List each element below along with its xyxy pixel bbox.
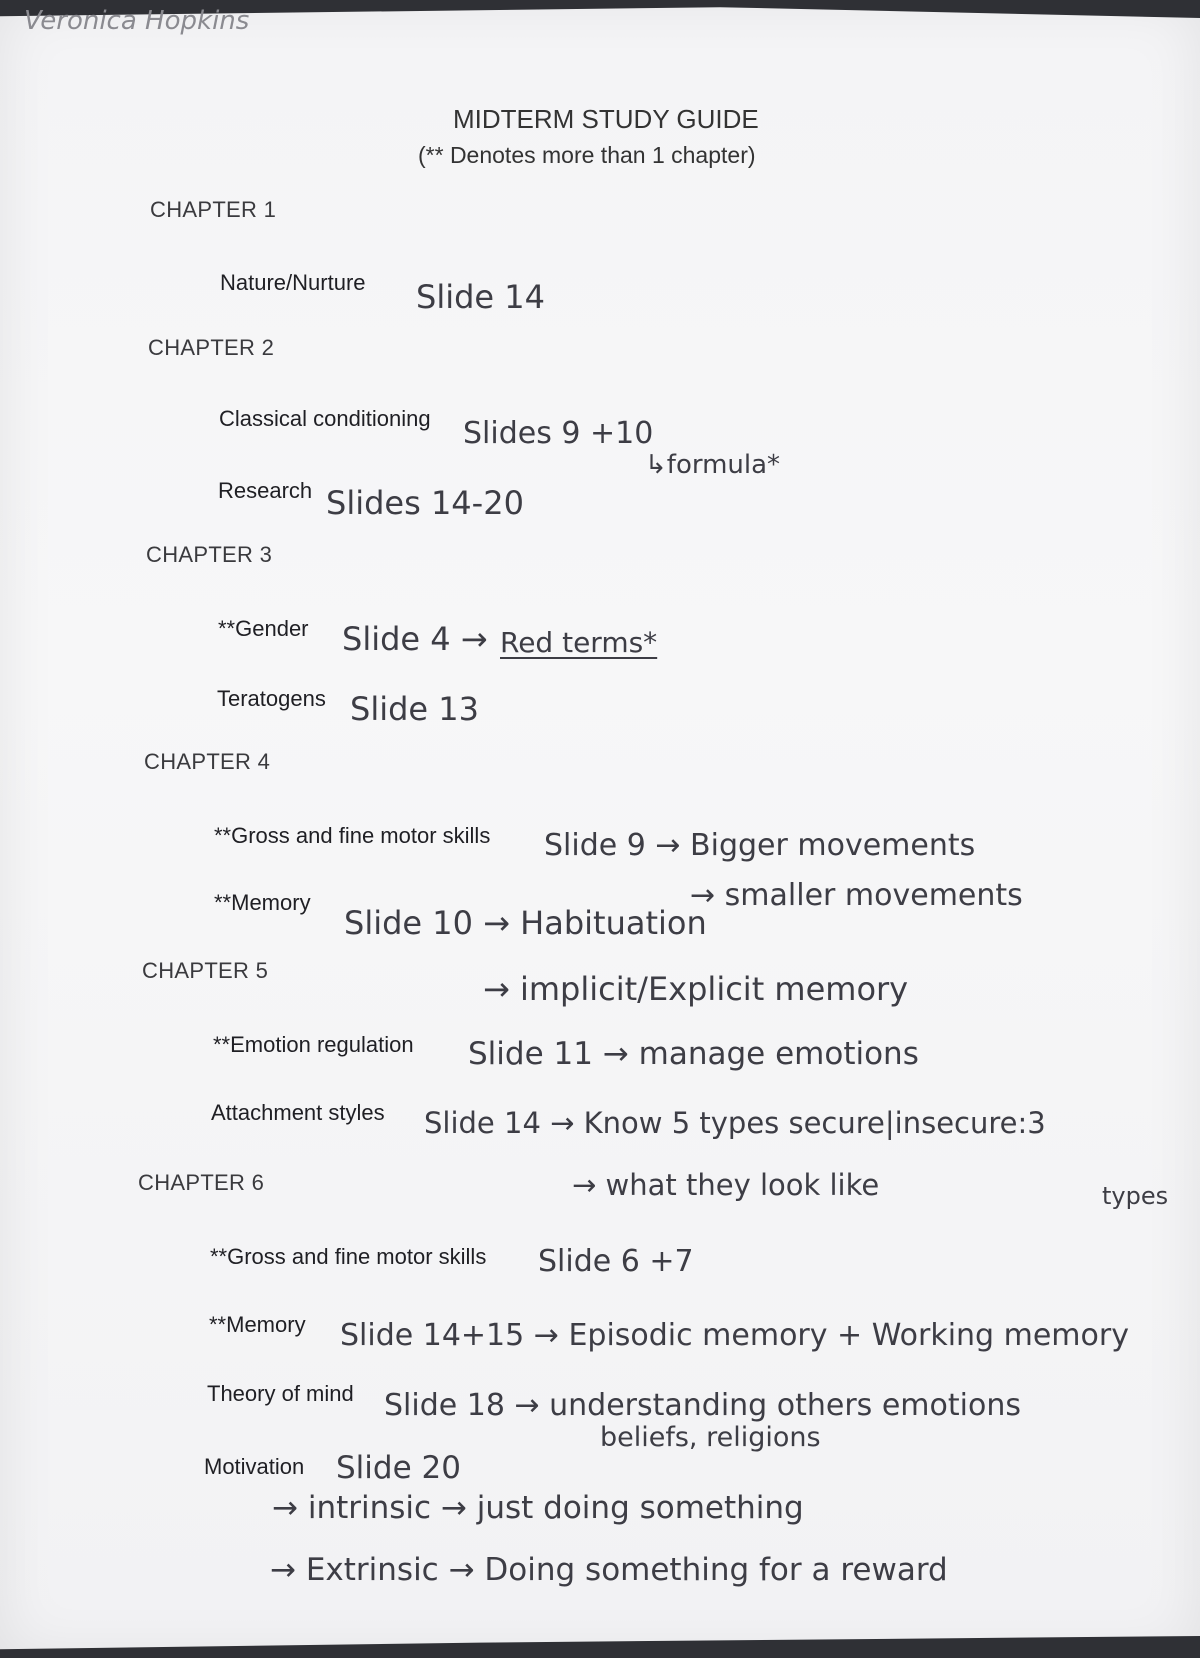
handwritten-note: → implicit/Explicit memory bbox=[483, 970, 909, 1008]
page-subtitle: (** Denotes more than 1 chapter) bbox=[418, 142, 756, 168]
handwritten-note: → Extrinsic → Doing something for a reward bbox=[270, 1552, 948, 1588]
handwritten-note: Slide 13 bbox=[350, 690, 479, 728]
topic-label: Classical conditioning bbox=[219, 406, 431, 431]
chapter-heading: CHAPTER 6 bbox=[138, 1170, 265, 1195]
handwritten-note: Slides 14-20 bbox=[326, 484, 524, 522]
chapter-heading: CHAPTER 4 bbox=[144, 749, 271, 774]
chapter-heading: CHAPTER 2 bbox=[148, 335, 275, 360]
handwritten-note: Slide 18 → understanding others emotions bbox=[384, 1388, 1021, 1423]
handwritten-note: Slide 9 → Bigger movements bbox=[544, 828, 976, 863]
chapter-heading: CHAPTER 3 bbox=[146, 542, 273, 567]
topic-label: **Gross and fine motor skills bbox=[210, 1244, 487, 1269]
topic-label: Theory of mind bbox=[207, 1381, 354, 1406]
handwritten-note: ↳formula* bbox=[645, 450, 781, 480]
handwritten-note: Slide 20 bbox=[336, 1450, 461, 1486]
handwritten-note: beliefs, religions bbox=[600, 1422, 821, 1453]
topic-label: **Memory bbox=[209, 1312, 306, 1337]
topic-label: Research bbox=[218, 478, 313, 503]
handwritten-note: Slide 14+15 → Episodic memory + Working memory bbox=[340, 1318, 1129, 1353]
topic-label: **Gender bbox=[218, 616, 309, 641]
handwritten-note: → smaller movements bbox=[690, 878, 1023, 913]
handwritten-note: Slide 11 → manage emotions bbox=[468, 1036, 919, 1072]
handwritten-note: types bbox=[1102, 1182, 1169, 1210]
chapter-heading: CHAPTER 1 bbox=[150, 197, 277, 222]
topic-label: **Gross and fine motor skills bbox=[214, 823, 491, 848]
page-title: MIDTERM STUDY GUIDE bbox=[453, 104, 759, 134]
topic-label: Teratogens bbox=[217, 686, 326, 711]
handwritten-note: Slide 14 → Know 5 types secure|insecure:3 bbox=[424, 1106, 1046, 1140]
handwritten-note-underlined: Red terms* bbox=[500, 626, 658, 659]
topic-label: Motivation bbox=[204, 1454, 305, 1479]
topic-label: Nature/Nurture bbox=[220, 270, 366, 295]
chapter-heading: CHAPTER 5 bbox=[142, 958, 269, 983]
topic-label: **Emotion regulation bbox=[213, 1032, 414, 1057]
handwritten-note: Slide 14 bbox=[416, 278, 545, 316]
handwritten-note: → what they look like bbox=[572, 1168, 880, 1202]
handwritten-note: Slide 4 → bbox=[342, 620, 488, 658]
handwritten-note: Slides 9 +10 bbox=[463, 416, 654, 451]
handwritten-name: Veronica Hopkins bbox=[24, 6, 250, 36]
handwritten-note: Slide 10 → Habituation bbox=[344, 904, 707, 942]
handwritten-note: Slide 6 +7 bbox=[538, 1244, 694, 1279]
topic-label: **Memory bbox=[214, 890, 311, 915]
handwritten-note: → intrinsic → just doing something bbox=[272, 1490, 804, 1526]
topic-label: Attachment styles bbox=[211, 1100, 385, 1125]
